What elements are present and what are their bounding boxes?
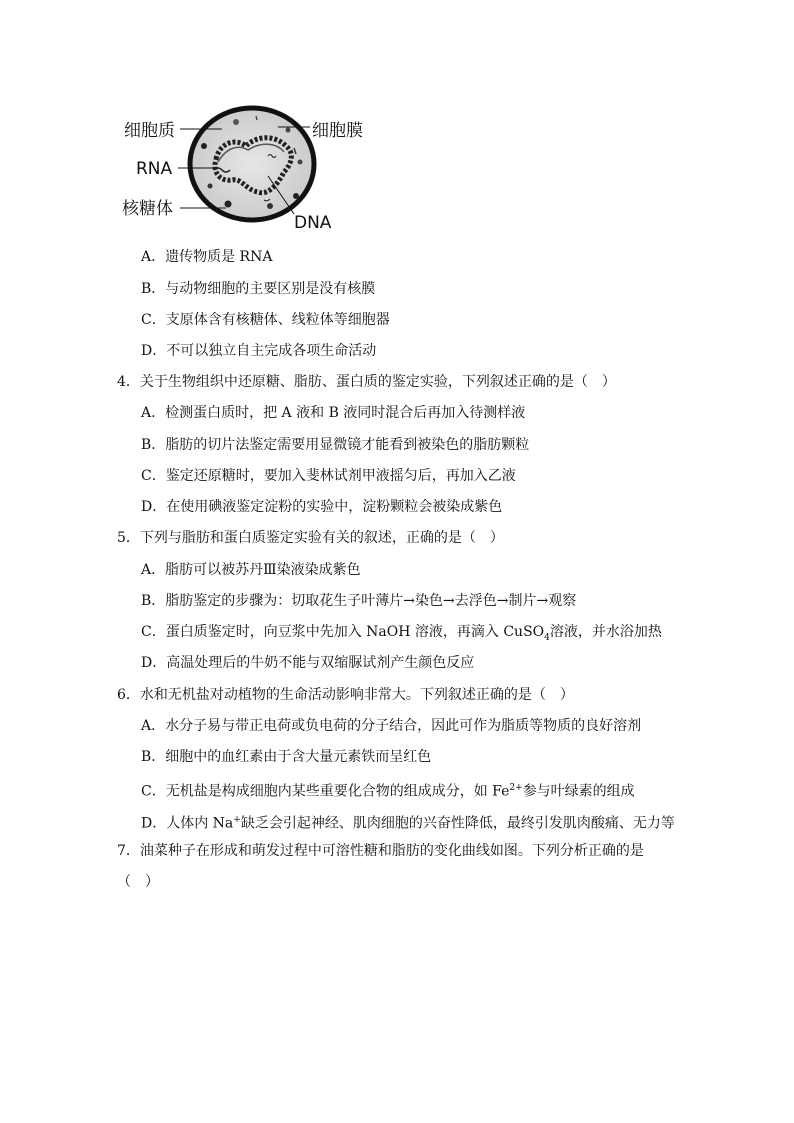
q4-stem: 4．关于生物组织中还原糖、脂肪、蛋白质的鉴定实验，下列叙述正确的是（ ） <box>117 374 616 390</box>
q3-option-a[interactable]: A．遗传物质是 RNA <box>141 249 273 265</box>
cell-membrane-outline <box>190 108 314 220</box>
q4-option-b[interactable]: B．脂肪的切片法鉴定需要用显微镜才能看到被染色的脂肪颗粒 <box>141 437 530 453</box>
q5-option-d[interactable]: D．高温处理后的牛奶不能与双缩脲试剂产生颜色反应 <box>141 655 475 671</box>
q4-option-d[interactable]: D．在使用碘液鉴定淀粉的实验中，淀粉颗粒会被染成紫色 <box>141 499 503 515</box>
q7-stem: 7．油菜种子在形成和萌发过程中可溶性糖和脂肪的变化曲线如图。下列分析正确的是 <box>117 843 644 859</box>
q4-option-a[interactable]: A．检测蛋白质时，把 A 液和 B 液同时混合后再加入待测样液 <box>141 405 526 421</box>
q6-option-c-part1: C．无机盐是构成细胞内某些重要化合物的组成成分，如 Fe <box>141 783 510 800</box>
q6-option-d-part1: D．人体内 Na <box>141 815 234 832</box>
q6-option-c[interactable] <box>141 779 635 801</box>
q6-option-d-superscript: + <box>233 815 241 825</box>
q6-stem: 6．水和无机盐对动植物的生命活动影响非常大。下列叙述正确的是（ ） <box>117 687 574 703</box>
q4-option-c[interactable]: C．鉴定还原糖时，要加入斐林试剂甲液摇匀后，再加入乙液 <box>141 468 516 484</box>
mycoplasma-cell-illustration <box>118 104 388 234</box>
q5-stem: 5．下列与脂肪和蛋白质鉴定实验有关的叙述，正确的是（ ） <box>117 530 504 546</box>
cell-diagram <box>118 104 388 234</box>
q5-option-c[interactable] <box>141 623 662 647</box>
q3-option-d[interactable]: D．不可以独立自主完成各项生命活动 <box>141 343 377 359</box>
label-cell-membrane: 细胞膜 <box>312 121 363 141</box>
q6-option-c-superscript: 2+ <box>509 783 523 793</box>
q6-option-d[interactable] <box>141 811 675 833</box>
q7-answer-paren: （ ） <box>117 874 159 890</box>
q6-option-d-part2: 缺乏会引起神经、肌肉细胞的兴奋性降低，最终引发肌肉酸痛、无力等 <box>240 815 675 832</box>
q6-option-b[interactable]: B．细胞中的血红素由于含大量元素铁而呈红色 <box>141 749 432 765</box>
label-dna: DNA <box>294 213 332 233</box>
q3-option-b[interactable]: B．与动物细胞的主要区别是没有核膜 <box>141 281 376 297</box>
q6-option-c-part2: 参与叶绿素的组成 <box>522 783 635 800</box>
label-ribosome: 核糖体 <box>122 199 173 219</box>
q3-option-c[interactable]: C．支原体含有核糖体、线粒体等细胞器 <box>141 312 390 328</box>
q5-option-b[interactable]: B．脂肪鉴定的步骤为：切取花生子叶薄片→染色→去浮色→制片→观察 <box>141 593 577 609</box>
q5-option-a[interactable]: A．脂肪可以被苏丹Ⅲ染液染成紫色 <box>141 562 361 578</box>
label-rna: RNA <box>136 159 173 179</box>
q5-option-c-part1: C．蛋白质鉴定时，向豆浆中先加入 NaOH 溶液，再滴入 CuSO <box>141 624 545 640</box>
q5-option-c-part2: 溶液，并水浴加热 <box>549 624 662 640</box>
q6-option-a[interactable]: A．水分子易与带正电荷或负电荷的分子结合，因此可作为脂质等物质的良好溶剂 <box>141 718 642 734</box>
label-cytoplasm: 细胞质 <box>124 121 175 141</box>
q5-option-c-subscript: 4 <box>544 632 550 643</box>
